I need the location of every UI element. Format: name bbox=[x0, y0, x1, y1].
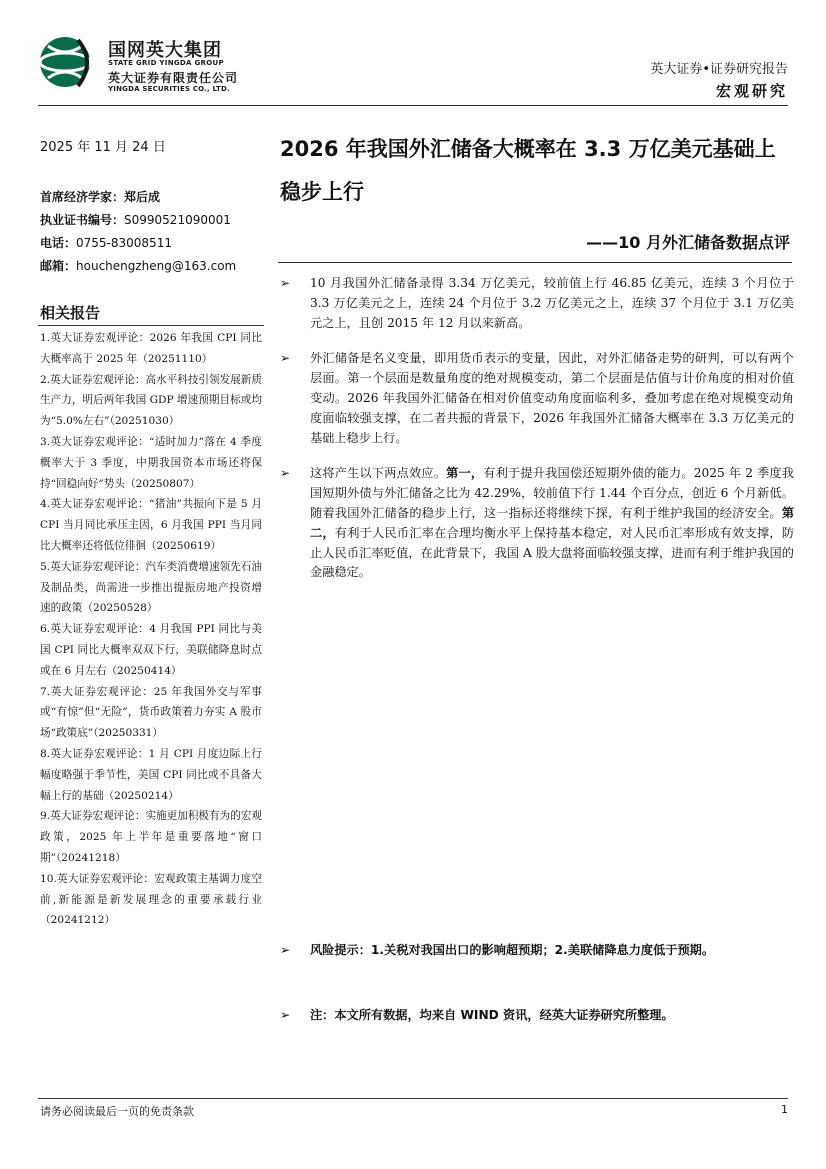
phone: 电话：0755-83008511 bbox=[40, 236, 172, 250]
related-report-item[interactable]: 7.英大证券宏观评论：25 年我国外交与军事或“有惊”但“无险”，货币政策着力夯实 A 股市场“政策底”（20250331） bbox=[40, 685, 262, 740]
risk-warning: ➢ 风险提示：1.关税对我国出口的影响超预期；2.美联储降息力度低于预期。 bbox=[280, 940, 794, 960]
arrow-bullet-icon: ➢ bbox=[280, 1008, 291, 1022]
logo-company-en: YINGDA SECURITIES CO., LTD. bbox=[108, 85, 230, 93]
arrow-bullet-icon: ➢ bbox=[280, 466, 291, 481]
arrow-bullet-icon: ➢ bbox=[280, 351, 291, 366]
header-divider bbox=[38, 105, 788, 106]
footer-divider bbox=[38, 1098, 788, 1099]
arrow-bullet-icon: ➢ bbox=[280, 276, 291, 290]
chief-economist: 首席经济学家：郑后成 bbox=[40, 190, 161, 204]
page-number: 1 bbox=[781, 1103, 788, 1116]
related-reports-title: 相关报告 bbox=[40, 304, 101, 322]
related-report-item[interactable]: 1.英大证券宏观评论：2026 年我国 CPI 同比大概率高于 2025 年（20251110） bbox=[40, 332, 262, 365]
report-subtitle: ——10 月外汇储备数据点评 bbox=[586, 233, 790, 252]
related-report-item[interactable]: 6.英大证券宏观评论：4 月我国 PPI 同比与美国 CPI 同比大概率双双下行，美联储降息时点或在 6 月左右（20250414） bbox=[40, 623, 262, 677]
related-report-item[interactable]: 9.英大证券宏观评论：实施更加积极有为的宏观政策，2025 年上半年是重要落地“窗口期”（20241218） bbox=[40, 810, 262, 864]
key-point: ➢ 这将产生以下两点效应。第一，有利于提升我国偿还短期外债的能力。2025 年 2 季度我国短期外债与外汇储备之比为 42.29%，较前值下行 1.44 个百分点，创近 6 个月新低。随着我国外汇储备的稳步上行，这一指标还将继续下探，有利于维护我国的经济安全。第二，有利于人民币汇率在合理均衡水平上保持基本稳定，对人民币汇率形成有效支撑，防止人民币汇率贬值，在此背景下，我国 A 股大盘将面临较强支撑，进而有利于维护我国的金融稳定。 bbox=[280, 466, 795, 580]
related-reports-list bbox=[40, 328, 262, 931]
key-point: ➢ 外汇储备是名义变量，即用货币表示的变量，因此，对外汇储备走势的研判，可以有两个层面。第一个层面是数量角度的绝对规模变动，第二个层面是估值与计价角度的相对价值变动。2026 年我国外汇储备在相对价值变动角度面临利多，叠加考虑在绝对规模变动角度面临较强支撑，在二者共振的背景下，2026 年我国外汇储备大概率在 3.3 万亿美元的基础上稳步上行。 bbox=[280, 351, 794, 445]
logo-name-en: STATE GRID YINGDA GROUP bbox=[108, 59, 224, 67]
license-number: 执业证书编号：S0990521090001 bbox=[40, 213, 231, 227]
title-divider bbox=[278, 262, 792, 263]
related-report-item[interactable]: 10.英大证券宏观评论：宏观政策主基调力度空前,新能源是新发展理念的重要承载行业（20241212） bbox=[40, 872, 262, 927]
disclaimer-notice: 请务必阅读最后一页的免责条款 bbox=[40, 1105, 194, 1118]
related-report-item[interactable]: 2.英大证券宏观评论：高水平科技引领发展新质生产力，明后两年我国 GDP 增速预期目标或均为“5.0%左右”（20251030） bbox=[40, 373, 262, 428]
data-source-note: ➢ 注：本文所有数据，均来自 WIND 资讯，经英大证券研究所整理。 bbox=[280, 1005, 794, 1025]
key-points bbox=[280, 274, 794, 599]
report-section: 宏观研究 bbox=[715, 82, 788, 100]
logo-company-cn: 英大证券有限责任公司 bbox=[108, 71, 239, 85]
related-report-item[interactable]: 5.英大证券宏观评论：汽车类消费增速领先石油及制品类，尚需进一步推出提振房地产投资增速的政策（20250528） bbox=[40, 560, 262, 615]
related-report-item[interactable]: 3.英大证券宏观评论：“适时加力”落在 4 季度概率大于 3 季度，中期我国资本市场还将保持“回稳向好”势头（20250807） bbox=[40, 435, 262, 490]
key-point: ➢ 10 月我国外汇储备录得 3.34 万亿美元，较前值上行 46.85 亿美元，连续 3 个月位于 3.3 万亿美元之上，连续 24 个月位于 3.2 万亿美元之上，连续 37 个月位于 3.1 万亿美元之上，且创 2015 年 12 月以来新高。 bbox=[280, 276, 794, 330]
related-reports-divider bbox=[38, 325, 264, 326]
related-report-item[interactable]: 8.英大证券宏观评论：1 月 CPI 月度边际上行幅度略强于季节性，美国 CPI 同比或不具备大幅上行的基础（20250214） bbox=[40, 747, 262, 802]
report-type: 英大证券•证券研究报告 bbox=[650, 62, 788, 77]
report-date: 2025 年 11 月 24 日 bbox=[40, 140, 166, 155]
report-title: 2026 年我国外汇储备大概率在 3.3 万亿美元基础上稳步上行 bbox=[280, 137, 776, 204]
email: 邮箱：houchengzheng@163.com bbox=[40, 259, 237, 273]
analyst-info bbox=[40, 186, 236, 278]
related-report-item[interactable]: 4.英大证券宏观评论：“猪油”共振向下是 5 月 CPI 当月同比承压主因，6 月我国 PPI 当月同比大概率还将低位徘徊（20250619） bbox=[40, 498, 262, 552]
logo-name-cn: 国网英大集团 bbox=[108, 40, 222, 61]
arrow-bullet-icon: ➢ bbox=[280, 943, 291, 957]
state-grid-globe-icon bbox=[38, 34, 96, 90]
company-logo bbox=[38, 34, 268, 94]
